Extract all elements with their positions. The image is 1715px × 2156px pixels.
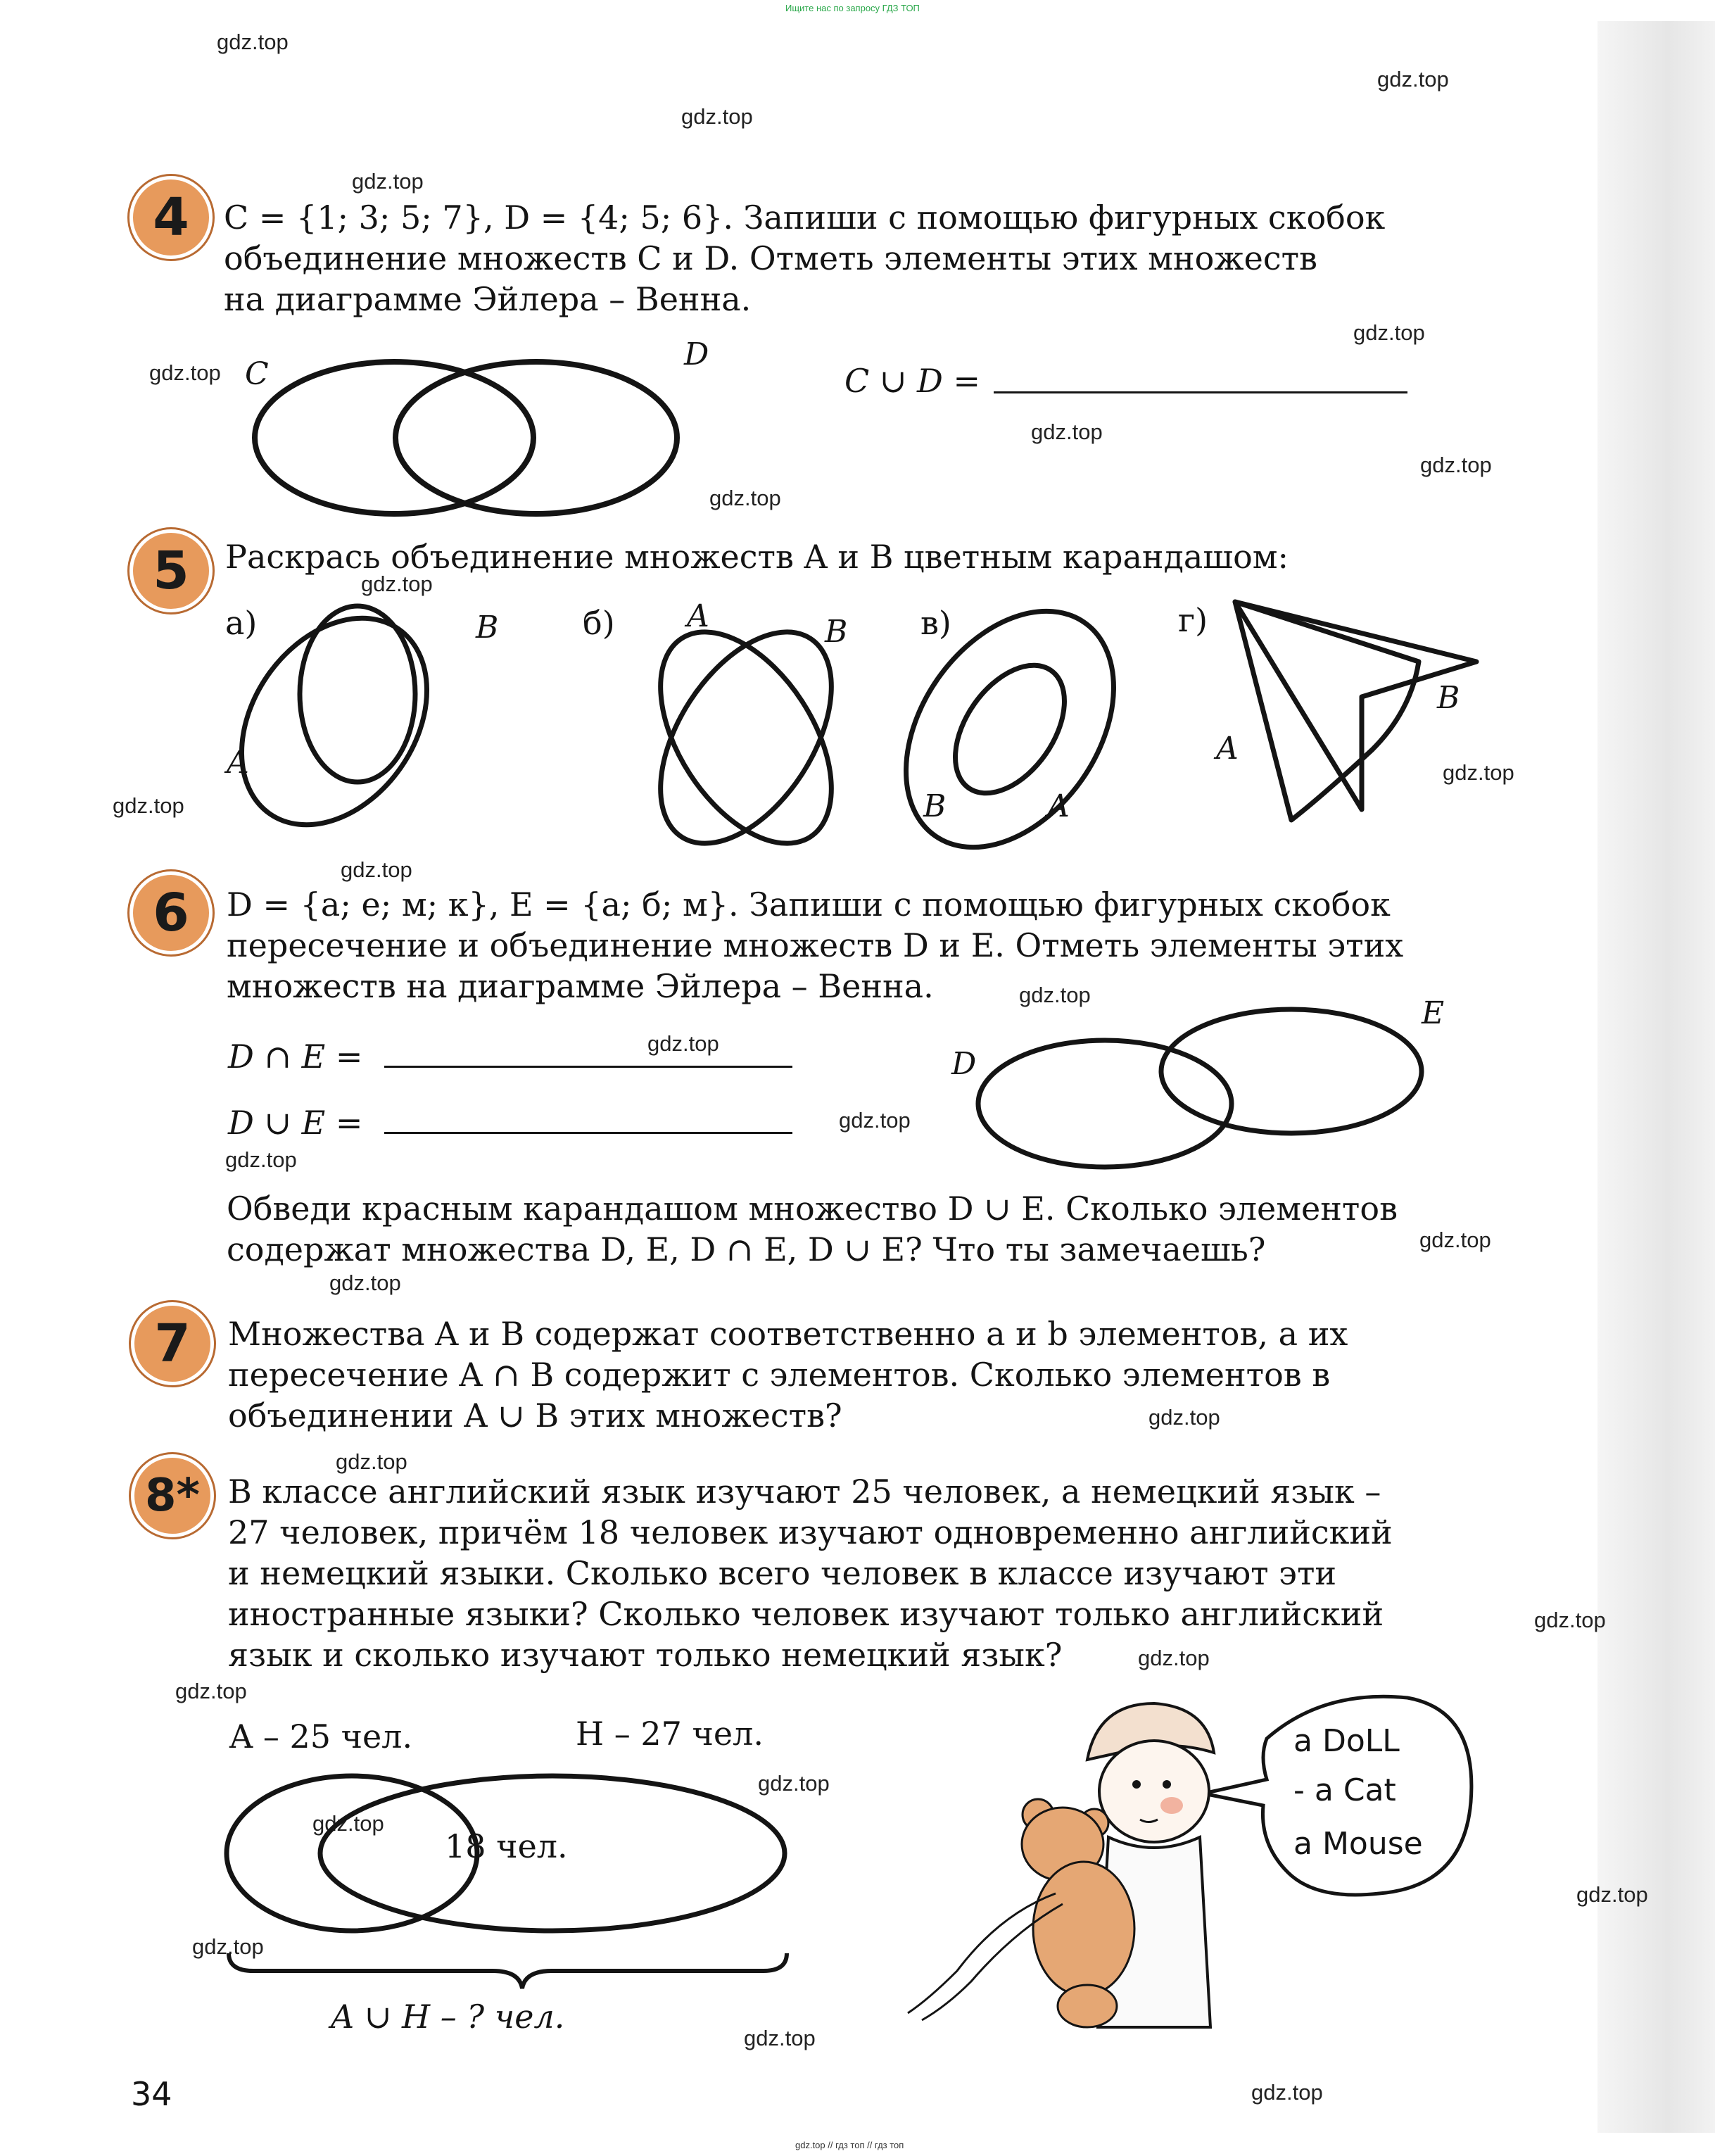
task-6-after-line-2: содержат множества D, E, D ∩ E, D ∪ E? Что ты замечаешь?	[227, 1230, 1266, 1268]
watermark: gdz.top	[312, 1811, 384, 1836]
task-6-label-d: D	[951, 1046, 977, 1082]
task-4-label-c: C	[245, 356, 269, 392]
task-5b-letter: б)	[583, 604, 615, 642]
watermark: gdz.top	[329, 1271, 401, 1295]
watermark: gdz.top	[681, 104, 753, 129]
speech-line-1: a DoLL	[1293, 1723, 1400, 1759]
watermark: gdz.top	[149, 360, 221, 385]
watermark: gdz.top	[217, 30, 289, 54]
bottom-banner[interactable]: gdz.top // гдз топ // гдз топ	[795, 2140, 904, 2150]
task-6-intersection-label: D ∩ E =	[228, 1038, 363, 1076]
task-7-line-3: объединении A ∪ B этих множеств?	[228, 1397, 842, 1435]
watermark: gdz.top	[1031, 420, 1103, 444]
task-5v-label-b: B	[923, 788, 947, 824]
task-4-line-1: C = {1; 3; 5; 7}, D = {4; 5; 6}. Запиши с помощью фигурных скобок	[224, 198, 1386, 237]
task-5g-label-a: A	[1216, 731, 1239, 767]
watermark: gdz.top	[1138, 1646, 1210, 1670]
task-5a-label-b: B	[476, 610, 499, 645]
task-5v-label-a: A	[1047, 788, 1070, 824]
task-8-set-h-label: H – 27 чел.	[576, 1715, 764, 1753]
watermark: gdz.top	[341, 857, 412, 882]
speech-line-2: - a Cat	[1293, 1772, 1396, 1808]
task-5b-label-b: B	[825, 614, 848, 650]
task-6-line-1: D = {а; е; м; к}, E = {а; б; м}. Запиши с помощью фигурных скобок	[227, 885, 1391, 923]
task-6-line-2: пересечение и объединение множеств D и E. Отметь элементы этих	[227, 926, 1404, 964]
watermark: gdz.top	[1148, 1405, 1220, 1430]
task-8-badge: 8*	[131, 1454, 214, 1537]
task-6-line-3: множеств на диаграмме Эйлера – Венна.	[227, 967, 934, 1005]
speech-line-3: a Mouse	[1293, 1826, 1423, 1862]
task-5b-label-a: A	[687, 598, 709, 634]
watermark: gdz.top	[1019, 983, 1091, 1007]
watermark: gdz.top	[839, 1108, 911, 1133]
task-7-line-2: пересечение A ∩ B содержит c элементов. Сколько элементов в	[228, 1356, 1331, 1394]
task-5v-letter: в)	[920, 604, 951, 642]
task-4-answer-label: C ∪ D =	[844, 362, 981, 400]
task-5a-letter: а)	[225, 604, 258, 642]
task-5-badge: 5	[129, 529, 213, 612]
boy-face	[1099, 1741, 1209, 1842]
watermark: gdz.top	[361, 572, 433, 596]
watermark: gdz.top	[192, 1934, 264, 1959]
task-8-set-a-label: A – 25 чел.	[229, 1717, 413, 1755]
watermark: gdz.top	[1353, 320, 1425, 345]
watermark: gdz.top	[336, 1449, 407, 1474]
watermark: gdz.top	[758, 1771, 830, 1796]
task-7-line-1: Множества A и B содержат соответственно a и b элементов, а их	[228, 1315, 1348, 1353]
watermark: gdz.top	[709, 486, 781, 510]
task-5g-label-b: B	[1437, 680, 1460, 716]
watermark: gdz.top	[1420, 453, 1492, 477]
task-6-label-e: E	[1422, 995, 1445, 1031]
task-5g-letter: г)	[1178, 601, 1208, 639]
watermark: gdz.top	[175, 1679, 247, 1703]
watermark: gdz.top	[1443, 760, 1514, 785]
watermark: gdz.top	[1419, 1228, 1491, 1252]
watermark: gdz.top	[225, 1147, 297, 1172]
watermark: gdz.top	[352, 169, 424, 194]
task-4-label-d: D	[684, 336, 709, 372]
teddy-leg	[1058, 1985, 1117, 2027]
task-4-line-2: объединение множеств C и D. Отметь элементы этих множеств	[224, 239, 1317, 277]
top-banner[interactable]: Ищите нас по запросу ГДЗ ТОП	[785, 3, 920, 13]
watermark: gdz.top	[647, 1031, 719, 1056]
watermark: gdz.top	[744, 2026, 816, 2050]
task-8-overlap-label: 18 чел.	[445, 1827, 568, 1865]
task-8-line-1: В классе английский язык изучают 25 человек, а немецкий язык –	[228, 1473, 1381, 1511]
task-8-line-3: и немецкий языки. Сколько всего человек в классе изучают эти	[228, 1554, 1337, 1592]
watermark: gdz.top	[1377, 67, 1449, 92]
watermark: gdz.top	[1534, 1608, 1606, 1632]
task-8-union-label: A ∪ H – ? чел.	[331, 1998, 565, 2036]
watermark: gdz.top	[1576, 1882, 1648, 1907]
task-6-badge: 6	[129, 871, 213, 954]
task-6-after-line-1: Обведи красным карандашом множество D ∪ E. Сколько элементов	[227, 1190, 1398, 1228]
watermark: gdz.top	[113, 793, 184, 818]
task-7-badge: 7	[131, 1302, 214, 1385]
task-4-badge: 4	[129, 176, 213, 259]
task-8-line-5: язык и сколько изучают только немецкий язык?	[228, 1636, 1063, 1674]
task-5-line-1: Раскрась объединение множеств A и B цветным карандашом:	[225, 538, 1289, 576]
task-4-line-3: на диаграмме Эйлера – Венна.	[224, 280, 752, 318]
task-5a-label-a: A	[227, 745, 249, 781]
task-6-union-label: D ∪ E =	[228, 1104, 363, 1142]
page-number: 34	[131, 2075, 172, 2113]
teddy-body	[1033, 1862, 1134, 1996]
task-8-line-4: иностранные языки? Сколько человек изучают только английский	[228, 1595, 1384, 1633]
watermark: gdz.top	[1251, 2080, 1323, 2105]
task-8-line-2: 27 человек, причём 18 человек изучают одновременно английский	[228, 1513, 1393, 1551]
